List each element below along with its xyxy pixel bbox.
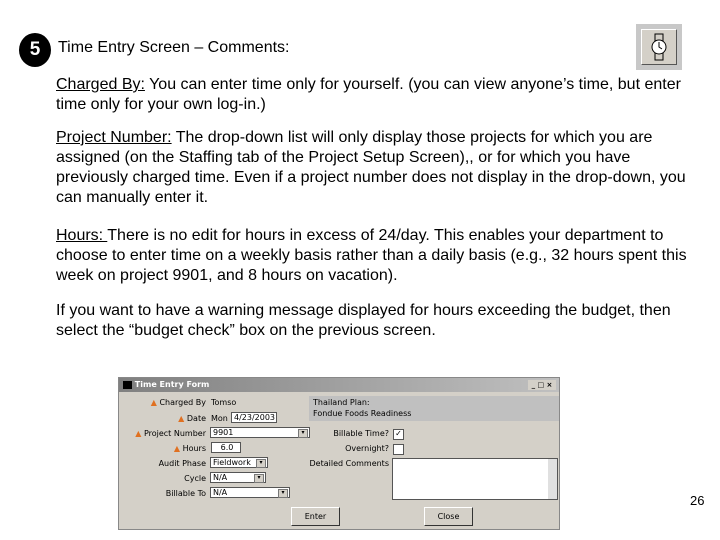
charged-by-value: Tomso [211,398,237,407]
paragraph-text: You can enter time only for yourself. (you can view anyone’s time, but enter time only for your own log-in.) [56,76,681,113]
chevron-down-icon[interactable]: ▾ [254,474,264,483]
term-label: Project Number: [56,129,172,146]
audit-phase-label: Audit Phase [158,459,206,468]
detailed-comments-label: Detailed Comments [309,459,389,468]
term-label: Charged By: [56,76,145,93]
overnight-checkbox[interactable] [393,444,404,455]
close-button[interactable]: Close [424,507,473,526]
day-value: Mon [211,414,228,423]
date-input[interactable]: 4/23/2003 [231,412,277,423]
audit-phase-select[interactable]: Fieldwork ▾ [210,457,268,468]
window-controls-icon[interactable]: _ □ × [528,380,556,390]
paragraph-text: The drop-down list will only display those projects for which you are assigned (on the Staffing tab of the Project Setup Screen),, or for which you have previously charged time. Even if a project number does not display in the drop-down, you can manually enter it. [56,129,686,206]
project-number-label: ▲ Project Number [135,429,206,438]
billable-to-label: Billable To [165,489,206,498]
billable-to-select[interactable]: N/A ▾ [210,487,290,498]
cycle-select[interactable]: N/A ▾ [210,472,266,483]
slide-title: Time Entry Screen – Comments: [58,39,290,56]
billable-time-checkbox[interactable]: ✓ [393,429,404,440]
comments-scrollbar[interactable] [548,459,557,499]
project-info-panel [309,396,559,421]
watch-button [636,24,682,70]
chevron-down-icon[interactable]: ▾ [256,459,266,468]
project-name: Fondue Foods Readiness [313,409,412,418]
paragraph-project-number [56,128,706,208]
hours-input[interactable]: 6.0 [211,442,241,453]
cycle-label: Cycle [184,474,206,483]
paragraph-budget-warning [56,301,706,341]
form-title-bar [119,378,559,392]
term-label: Hours: [56,227,108,244]
enter-button[interactable]: Enter [291,507,340,526]
paragraph-text: There is no edit for hours in excess of 24/day. This enables your department to choose to enter time on a weekly basis rather than a daily basis (e.g., 32 hours spent this week on project 9901, and 8 hours on vacation). [56,227,687,284]
form-title: Time Entry Form [134,380,210,389]
chevron-down-icon[interactable]: ▾ [298,429,308,438]
page-number: 26 [690,493,705,508]
client-name: Thailand Plan: [313,398,370,407]
form-app-icon [123,381,132,389]
detailed-comments-textarea[interactable] [392,458,558,500]
paragraph-text: If you want to have a warning message displayed for hours exceeding the budget, then select the “budget check” box on the previous screen. [56,302,671,339]
paragraph-charged-by [56,75,706,115]
step-number-badge: 5 [19,33,51,67]
charged-by-label: ▲ Charged By [150,398,206,407]
time-entry-form-screenshot [118,377,560,530]
watch-icon [641,29,677,65]
paragraph-hours [56,226,706,286]
chevron-down-icon[interactable]: ▾ [278,489,288,498]
date-label: ▲ Date [178,414,206,423]
billable-time-label: Billable Time? [333,429,389,438]
project-number-select[interactable]: 9901 ▾ [210,427,310,438]
overnight-label: Overnight? [345,444,389,453]
hours-label: ▲ Hours [173,444,206,453]
